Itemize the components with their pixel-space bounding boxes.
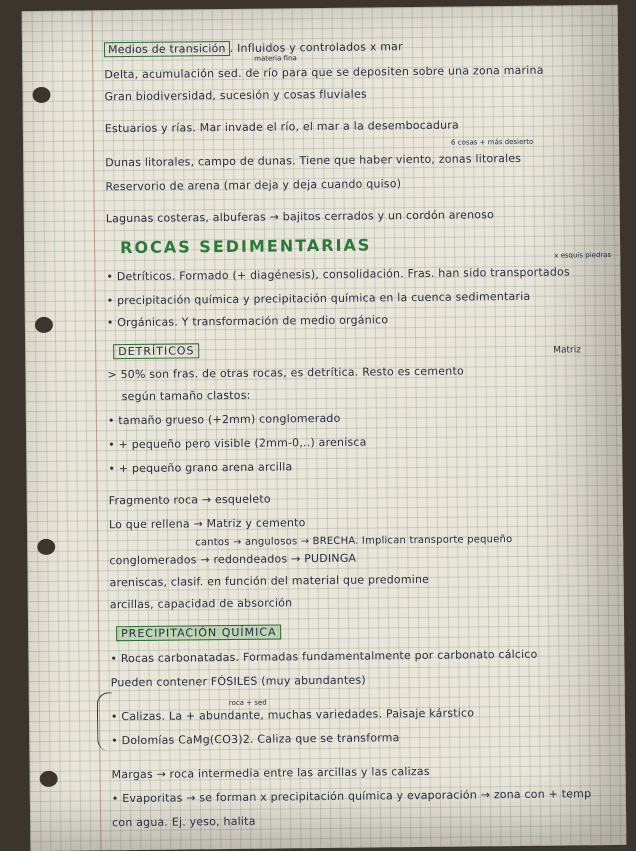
- note-line: Gran biodiversidad, sucesión y cosas fluviales: [104, 87, 367, 104]
- section-heading: DETRÍTICOS: [113, 343, 199, 359]
- punch-hole: [37, 539, 55, 555]
- annotation: 6 cosas + más desierto: [450, 137, 534, 147]
- note-line: • Dolomías CaMg(CO3)2. Caliza que se transforma: [111, 731, 400, 748]
- note-line: Pueden contener FÓSILES (muy abundantes): [110, 673, 366, 690]
- annotation: materia fina: [254, 54, 297, 63]
- note-line: > 50% son fras. de otras rocas, es detrítica. Resto es cemento: [107, 364, 464, 382]
- bracket-arrow: [97, 692, 113, 751]
- note-line: • + pequeño grano arena arcilla: [108, 460, 293, 476]
- note-line: según tamaño clastos:: [121, 388, 251, 404]
- note-line: cantos → angulosos → BRECHA. Implican transporte pequeño: [195, 534, 513, 549]
- note-line: Lagunas costeras, albuferas → bajitos cerrados y un cordón arenoso: [105, 208, 495, 226]
- notebook-page: [22, 5, 627, 851]
- annotation: x esquis piedras: [554, 250, 612, 260]
- punch-hole: [40, 771, 58, 787]
- note-line: • precipitación química y precipitación química en la cuenca sedimentaria: [106, 289, 531, 308]
- annotation: roca + sed: [228, 698, 267, 708]
- punch-hole: [32, 87, 50, 103]
- annotation: Matriz: [553, 345, 581, 356]
- note-line: • Orgánicas. Y transformación de medio orgánico: [106, 313, 389, 330]
- note-line: Delta, acumulación sed. de río para que se depositen sobre una zona marina: [104, 63, 544, 82]
- note-line: • Calizas. La + abundante, muchas variedades. Paisaje kárstico: [110, 706, 475, 724]
- page-title: ROCAS SEDIMENTARIAS: [120, 235, 372, 258]
- note-line: • Evaporitas → se forman x precipitación química y evaporación → zona con + temp: [111, 787, 592, 806]
- note-line: Medios de transición . Influidos y controlados x mar: [104, 39, 403, 57]
- note-line: • + pequeño pero visible (2mm-0,..) arenisca: [108, 435, 367, 452]
- note-line: Fragmento roca → esqueleto: [108, 492, 271, 508]
- note-line: Estuarios y rías. Mar invade el río, el mar a la desembocadura: [104, 118, 460, 136]
- note-line: Reservorio de arena (mar deja y deja cuando quiso): [105, 177, 402, 194]
- note-line: • Detríticos. Formado (+ diagénesis), consolidación. Fras. han sido transportados: [106, 265, 570, 284]
- note-line: con agua. Ej. yeso, halita: [112, 814, 256, 830]
- note-line: Dunas litorales, campo de dunas. Tiene que haber viento, zonas litorales: [105, 151, 522, 170]
- note-line: arcillas, capacidad de absorción: [109, 596, 293, 612]
- note-line: • tamaño grueso (+2mm) conglomerado: [107, 411, 341, 428]
- note-line: areniscas, clasif. en función del material que predomine: [109, 572, 430, 590]
- punch-hole: [35, 317, 53, 333]
- heading-box: Medios de transición: [104, 41, 230, 57]
- note-line: conglomerados → redondeados → PUDINGA: [109, 551, 357, 568]
- section-heading: PRECIPITACIÓN QUÍMICA: [116, 624, 282, 641]
- note-line: Margas → roca intermedia entre las arcillas y las calizas: [111, 764, 430, 782]
- note-line: Lo que rellena → Matriz y cemento: [108, 516, 306, 532]
- note-line: • Rocas carbonatadas. Formadas fundamentalmente por carbonato cálcico: [110, 647, 538, 666]
